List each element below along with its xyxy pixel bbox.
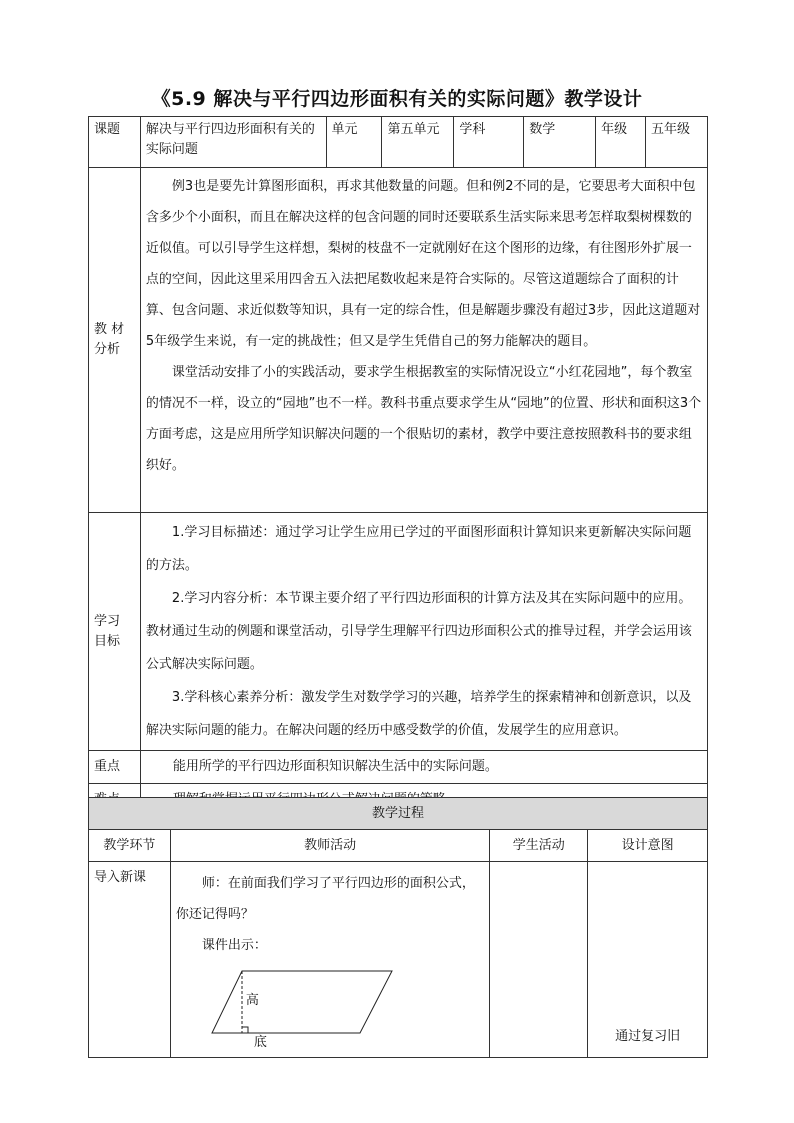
parallelogram-figure (176, 961, 484, 1050)
teacher-activity-cell (170, 862, 489, 1058)
goals-content (140, 513, 707, 751)
teacher-line: 课件出示： (201, 938, 267, 953)
grade-value: 五年级 (646, 117, 708, 168)
teacher-line: 师：在前面我们学习了平行四边形的面积公式，你还记得吗？ (175, 876, 475, 922)
grade-label: 年级 (596, 117, 646, 168)
analysis-label: 教 材 分析 (89, 168, 141, 513)
column-stage: 教学环节 (89, 830, 171, 862)
process-header: 教学过程 (89, 798, 708, 830)
course-label: 课题 (89, 117, 141, 168)
height-label: 高 (245, 993, 259, 1008)
goal-paragraph: 2.学习内容分析：本节课主要介绍了平行四边形面积的计算方法及其在实际问题中的应用。教材通过生动的例题和课堂活动，引导学生理解平行四边形面积公式的推导过程，并学会运用该公式解决实际问题。 (145, 591, 692, 672)
subject-value: 数学 (524, 117, 596, 168)
student-activity-cell (490, 862, 588, 1058)
goals-label: 学习 目标 (89, 513, 141, 751)
column-teacher: 教师活动 (170, 830, 489, 862)
analysis-paragraph: 例3也是要先计算图形面积，再求其他数量的问题。但和例2不同的是，它要思考大面积中包含多少个小面积，而且在解决这样的包含问题的同时还要联系生活实际来思考怎样取梨树棵数的近似值。可以引导学生这样想，梨树的枝盘不一定就刚好在这个图形的边缘，有往图形外扩展一点的空间，因此这里采用四舍五入法把尾数收起来是符合实际的。尽管这道题综合了面积的计算、包含问题、求近似数等知识，具有一定的综合性，但是解题步骤没有超过3步，因此这道题对5年级学生来说，有一定的挑战性；但又是学生凭借自己的努力能解决的题目。 (145, 179, 701, 349)
base-label: 底 (253, 1035, 267, 1050)
column-student: 学生活动 (490, 830, 588, 862)
analysis-paragraph: 课堂活动安排了小的实践活动，要求学生根据教室的实际情况设立“小红花园地”，每个教室的情况不一样，设立的“园地”也不一样。教科书重点要求学生从“园地”的位置、形状和面积这3个方面考虑，这是应用所学知识解决问题的一个很贴切的素材，教学中要注意按照教科书的要求组织好。 (145, 365, 702, 473)
subject-label: 学科 (454, 117, 524, 168)
unit-label: 单元 (326, 117, 382, 168)
lesson-info-table (88, 116, 708, 817)
intent-cell: 通过复习旧 (588, 862, 708, 1058)
teaching-process-table (88, 797, 708, 1058)
analysis-content (140, 168, 707, 513)
goal-paragraph: 1.学习目标描述：通过学习让学生应用已学过的平面图形面积计算知识来更新解决实际问题的方法。 (145, 525, 692, 573)
document-title: 《5.9 解决与平行四边形面积有关的实际问题》教学设计 (151, 88, 643, 110)
course-value: 解决与平行四边形面积有关的实际问题 (140, 117, 326, 168)
key-point-text: 能用所学的平行四边形面积知识解决生活中的实际问题。 (140, 751, 707, 784)
key-point-label: 重点 (89, 751, 141, 784)
column-intent: 设计意图 (588, 830, 708, 862)
goal-paragraph: 3.学科核心素养分析：激发学生对数学学习的兴趣，培养学生的探索精神和创新意识，以及解决实际问题的能力。在解决问题的经历中感受数学的价值，发展学生的应用意识。 (145, 690, 692, 738)
stage-cell: 导入新课 (89, 862, 171, 1058)
unit-value: 第五单元 (382, 117, 454, 168)
